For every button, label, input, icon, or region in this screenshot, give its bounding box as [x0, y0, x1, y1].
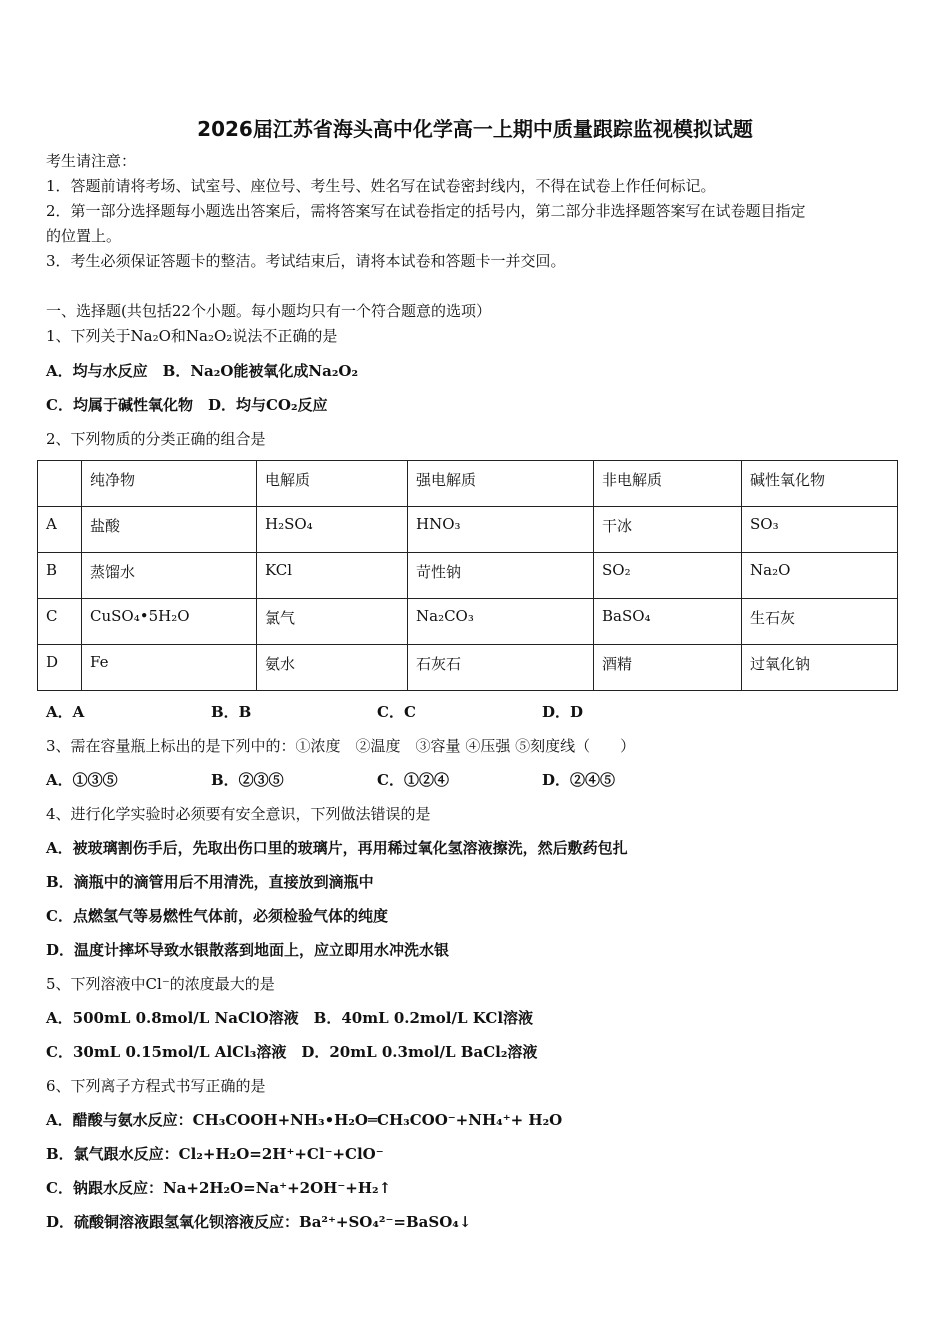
q5-options-row1: A．500mL 0.8mol/L NaClO溶液 B．40mL 0.2mol/L KCl溶液: [46, 1009, 534, 1027]
q6-option-c: C．钠跟水反应：Na+2H₂O=Na⁺+2OH⁻+H₂↑: [46, 1179, 392, 1197]
q6-option-a: A．醋酸与氨水反应：CH₃COOH+NH₃•H₂O═CH₃COO⁻+NH₄⁺+ H₂O: [46, 1111, 563, 1129]
table-cell: 蒸馏水: [82, 553, 257, 599]
table-cell: 苛性钠: [408, 553, 594, 599]
q2-option-a: A．A: [46, 703, 85, 721]
table-cell: HNO₃: [408, 507, 594, 553]
table-cell: 石灰石: [408, 645, 594, 691]
q2-option-d: D．D: [542, 703, 584, 721]
table-cell: 非电解质: [594, 461, 742, 507]
notice-heading: 考生请注意：: [46, 152, 137, 170]
table-cell: Na₂CO₃: [408, 599, 594, 645]
table-row: [38, 507, 898, 553]
table-cell: [38, 461, 82, 507]
table-cell: B: [38, 553, 82, 599]
table-cell: KCl: [257, 553, 408, 599]
q6-stem: 6、下列离子方程式书写正确的是: [46, 1077, 266, 1095]
table-cell: 过氧化钠: [742, 645, 898, 691]
q4-option-c: C．点燃氢气等易燃性气体前，必须检验气体的纯度: [46, 907, 388, 925]
table-cell: Na₂O: [742, 553, 898, 599]
table-cell: 氯气: [257, 599, 408, 645]
table-cell: 盐酸: [82, 507, 257, 553]
table-row: [38, 599, 898, 645]
q3-option-c: C．①②④: [377, 771, 449, 789]
table-cell: D: [38, 645, 82, 691]
notice-item-2-cont: 的位置上。: [46, 227, 122, 245]
table-cell: SO₃: [742, 507, 898, 553]
q1-stem: 1、下列关于Na₂O和Na₂O₂说法不正确的是: [46, 327, 338, 345]
q3-option-b: B．②③⑤: [211, 771, 284, 789]
q5-options-row2: C．30mL 0.15mol/L AlCl₃溶液 D．20mL 0.3mol/L BaCl₂溶液: [46, 1043, 538, 1061]
q3-stem: 3、需在容量瓶上标出的是下列中的：①浓度 ②温度 ③容量 ④压强 ⑤刻度线（ ）: [46, 737, 636, 755]
table-cell: Fe: [82, 645, 257, 691]
q2-stem: 2、下列物质的分类正确的组合是: [46, 430, 266, 448]
table-cell: 强电解质: [408, 461, 594, 507]
q4-option-d: D．温度计摔坏导致水银散落到地面上，应立即用水冲洗水银: [46, 941, 450, 959]
q3-option-a: A．①③⑤: [46, 771, 118, 789]
q4-option-a: A．被玻璃割伤手后，先取出伤口里的玻璃片，再用稀过氧化氢溶液擦洗，然后敷药包扎: [46, 839, 628, 857]
q2-option-b: B．B: [211, 703, 252, 721]
table-cell: H₂SO₄: [257, 507, 408, 553]
q3-option-d: D．②④⑤: [542, 771, 616, 789]
q6-option-b: B．氯气跟水反应：Cl₂+H₂O=2H⁺+Cl⁻+ClO⁻: [46, 1145, 384, 1163]
section-heading: 一、选择题(共包括22个小题。每小题均只有一个符合题意的选项）: [46, 302, 491, 320]
table-cell: BaSO₄: [594, 599, 742, 645]
table-cell: A: [38, 507, 82, 553]
table-cell: C: [38, 599, 82, 645]
q5-stem: 5、下列溶液中Cl⁻的浓度最大的是: [46, 975, 275, 993]
notice-item-1: 1．答题前请将考场、试室号、座位号、考生号、姓名写在试卷密封线内，不得在试卷上作任何标记。: [46, 177, 716, 195]
table-cell: 生石灰: [742, 599, 898, 645]
q6-option-d: D．硫酸铜溶液跟氢氧化钡溶液反应：Ba²⁺+SO₄²⁻=BaSO₄↓: [46, 1213, 472, 1231]
q1-options-row1: A．均与水反应 B．Na₂O能被氧化成Na₂O₂: [46, 362, 359, 380]
table-row: [38, 553, 898, 599]
table-cell: CuSO₄•5H₂O: [82, 599, 257, 645]
table-row: [38, 645, 898, 691]
table-cell: 碱性氧化物: [742, 461, 898, 507]
classification-table: [37, 460, 898, 691]
table-cell: 酒精: [594, 645, 742, 691]
table-cell: 氨水: [257, 645, 408, 691]
notice-item-3: 3．考生必须保证答题卡的整洁。考试结束后，请将本试卷和答题卡一并交回。: [46, 252, 566, 270]
table-cell: 电解质: [257, 461, 408, 507]
q2-option-c: C．C: [377, 703, 416, 721]
page-title: 2026届江苏省海头高中化学高一上期中质量跟踪监视模拟试题: [197, 117, 753, 141]
q4-stem: 4、进行化学实验时必须要有安全意识，下列做法错误的是: [46, 805, 431, 823]
notice-item-2: 2．第一部分选择题每小题选出答案后，需将答案写在试卷指定的括号内，第二部分非选择题答案写在试卷题目指定: [46, 202, 806, 220]
q1-options-row2: C．均属于碱性氧化物 D．均与CO₂反应: [46, 396, 328, 414]
table-header-row: [38, 461, 898, 507]
table-cell: 干冰: [594, 507, 742, 553]
table-cell: 纯净物: [82, 461, 257, 507]
q4-option-b: B．滴瓶中的滴管用后不用清洗，直接放到滴瓶中: [46, 873, 374, 891]
table-cell: SO₂: [594, 553, 742, 599]
